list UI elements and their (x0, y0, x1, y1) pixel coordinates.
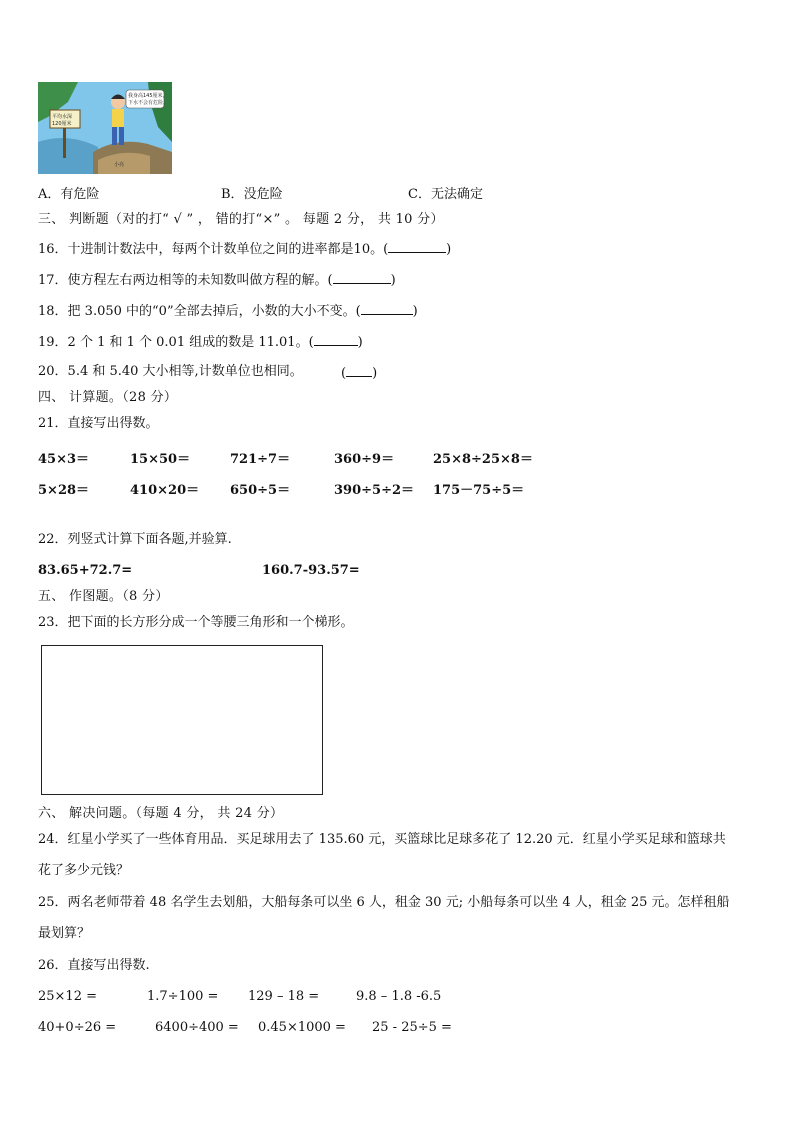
calc-item: 5×28＝ (38, 483, 90, 498)
calc-item: 650÷5＝ (230, 483, 291, 498)
calc-item: 15×50＝ (130, 452, 191, 467)
boy-caption: 小亮 (114, 162, 125, 168)
question-17: 17．使方程左右两边相等的未知数叫做方程的解。( ) (38, 273, 396, 288)
question-25-line-2: 最划算？ (38, 926, 91, 941)
bubble-text-2: 下水不会有危险。 (128, 100, 169, 106)
question-22: 22．列竖式计算下面各题,并验算. (38, 532, 232, 547)
calc-item: 25×8÷25×8＝ (433, 452, 533, 467)
section-5-heading: 五、 作图题。（8 分） (38, 589, 169, 604)
answer-blank-19[interactable] (314, 333, 358, 346)
calc-item: 45×3＝ (38, 452, 90, 467)
question-21: 21．直接写出得数。 (38, 416, 159, 431)
option-a: A．有危险 (38, 187, 100, 202)
calc-item: 360÷9＝ (334, 452, 395, 467)
calc-item: 9.8 – 1.8 -6.5 (356, 989, 442, 1004)
calc-item: 25×12 = (38, 989, 98, 1004)
sign-text-1: 平均水深 (52, 114, 73, 120)
question-25-line-1: 25．两名老师带着 48 名学生去划船，大船每条可以坐 6 人，租金 30 元; 小船每条可以坐 4 人，租金 25 元。怎样租船 (38, 895, 730, 910)
sign-text-2: 120厘米 (52, 121, 72, 127)
calc-item: 410×20＝ (130, 483, 200, 498)
bubble-text-1: 我身高145厘米， (128, 93, 168, 99)
question-24-line-1: 24．红星小学买了一些体育用品．买足球用去了 135.60 元，买篮球比足球多花了 12.20 元．红星小学买足球和篮球共 (38, 832, 726, 847)
question-24-line-2: 花了多少元钱？ (38, 863, 130, 878)
calc-item: 721÷7＝ (230, 452, 291, 467)
vertical-calc-item: 160.7-93.57= (262, 563, 360, 578)
calc-item: 390÷5÷2＝ (334, 483, 415, 498)
answer-blank-18[interactable] (361, 302, 413, 315)
calc-item: 0.45×1000 = (258, 1020, 346, 1035)
rectangle-drawing-area[interactable] (41, 645, 323, 795)
question-26: 26．直接写出得数. (38, 958, 150, 973)
vertical-calc-item: 83.65+72.7= (38, 563, 133, 578)
calc-item: 6400÷400 = (155, 1020, 239, 1035)
problem-illustration (38, 82, 172, 174)
answer-blank-16[interactable] (388, 240, 446, 253)
section-4-heading: 四、 计算题。（28 分） (38, 390, 178, 405)
question-19: 19．2 个 1 和 1 个 0.01 组成的数是 11.01。( ) (38, 335, 363, 350)
calc-item: 129 – 18 = (248, 989, 320, 1004)
answer-paren-20: ( ) (341, 366, 378, 381)
option-c: C．无法确定 (408, 187, 483, 202)
option-b: B．没危险 (221, 187, 283, 202)
answer-blank-20[interactable] (346, 364, 372, 377)
calc-item: 25 - 25÷5 = (372, 1020, 452, 1035)
question-20: 20．5.4 和 5.40 大小相等,计数单位也相同。 ( ) (38, 364, 378, 381)
section-6-heading: 六、 解决问题。（每题 4 分， 共 24 分） (38, 806, 284, 821)
calc-item: 1.7÷100 = (147, 989, 219, 1004)
boy-by-water-image (38, 82, 172, 174)
question-23: 23．把下面的长方形分成一个等腰三角形和一个梯形。 (38, 615, 354, 630)
question-16: 16．十进制计数法中，每两个计数单位之间的进率都是10。( ) (38, 242, 452, 257)
answer-blank-17[interactable] (333, 271, 391, 284)
question-18: 18．把 3.050 中的“0”全部去掉后，小数的大小不变。( ) (38, 304, 418, 319)
calc-item: 175－75÷5＝ (433, 483, 525, 498)
calc-item: 40+0÷26 = (38, 1020, 117, 1035)
section-3-heading: 三、 判断题（对的打“ √ ” ， 错的打“×” 。 每题 2 分， 共 10 分） (38, 212, 444, 227)
